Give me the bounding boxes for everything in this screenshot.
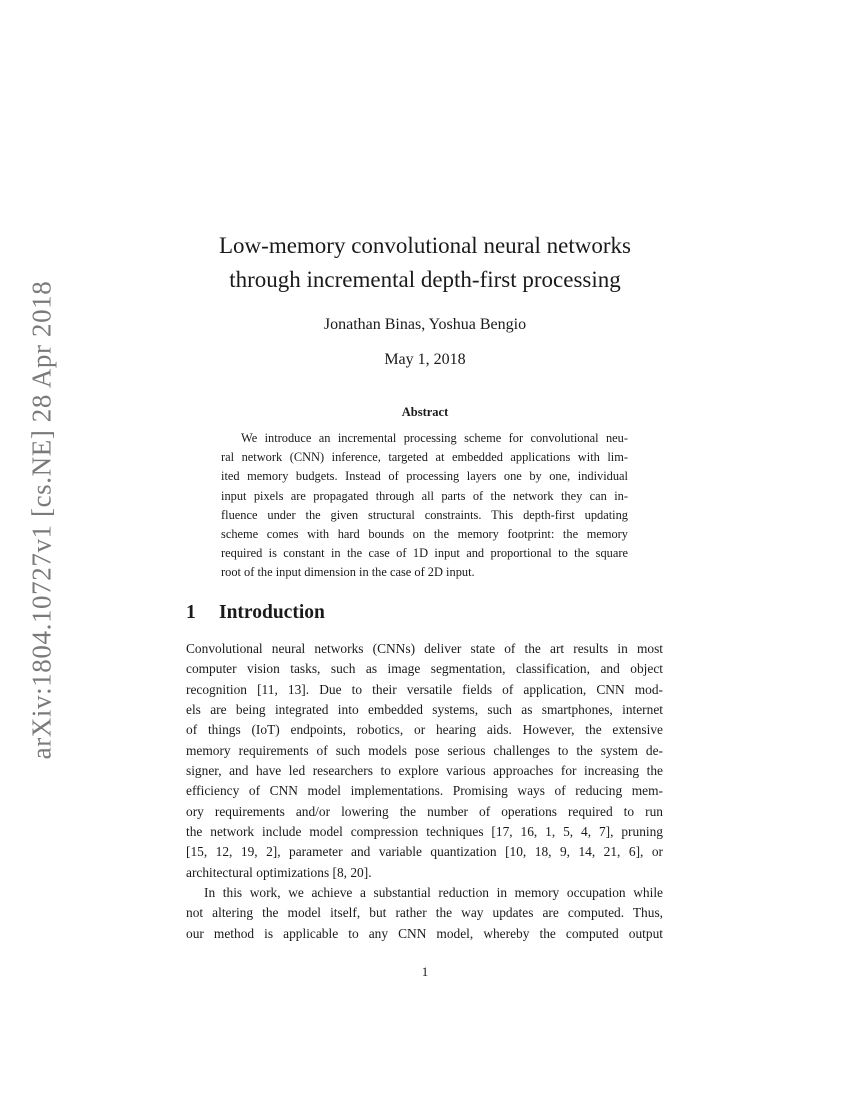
body-line: Convolutional neural networks (CNNs) deliver state of the art results in most bbox=[186, 641, 663, 656]
page-number: 1 bbox=[421, 964, 429, 979]
body-line: recognition [11, 13]. Due to their versatile fields of application, CNN mod- bbox=[186, 681, 663, 697]
abstract-line: root of the input dimension in the case of 2D input. bbox=[221, 565, 475, 580]
body-line: ory requirements and/or lowering the number of operations required to run bbox=[186, 803, 663, 819]
section-title: Introduction bbox=[219, 602, 325, 623]
body-line: els are being integrated into embedded systems, such as smartphones, internet bbox=[186, 702, 663, 718]
abstract-line: required is constant in the case of 1D input and proportional to the square bbox=[221, 546, 628, 561]
abstract-line: scheme comes with hard bounds on the memory footprint: the memory bbox=[221, 526, 628, 541]
abstract-line: fluence under the given structural constraints. This depth-first updating bbox=[221, 507, 628, 522]
section-number: 1 bbox=[186, 602, 196, 623]
section-heading-introduction bbox=[186, 602, 325, 624]
abstract-line: We introduce an incremental processing scheme for convolutional neu- bbox=[241, 431, 628, 445]
abstract-heading: Abstract bbox=[401, 405, 449, 419]
arxiv-identifier-stamp: arXiv:1804.10727v1 [cs.NE] 28 Apr 2018 bbox=[26, 280, 57, 760]
paper-authors: Jonathan Binas, Yoshua Bengio bbox=[323, 316, 527, 333]
body-line: efficiency of CNN model implementations. Promising ways of reducing mem- bbox=[186, 783, 663, 799]
body-line: architectural optimizations [8, 20]. bbox=[186, 864, 372, 880]
paper-date: May 1, 2018 bbox=[384, 351, 466, 368]
abstract-text bbox=[221, 429, 628, 583]
body-line: In this work, we achieve a substantial reduction in memory occupation while bbox=[204, 885, 663, 901]
body-line: signer, and have led researchers to explore various approaches for increasing the bbox=[186, 763, 663, 779]
body-line: not altering the model itself, but rather the way updates are computed. Thus, bbox=[186, 905, 663, 921]
introduction-body bbox=[186, 639, 663, 944]
abstract-line: ral network (CNN) inference, targeted at embedded applications with lim- bbox=[221, 450, 628, 465]
body-line: [15, 12, 19, 2], parameter and variable quantization [10, 18, 9, 14, 21, 6], or bbox=[186, 844, 663, 860]
abstract-line: ited memory budgets. Instead of processing layers one by one, individual bbox=[221, 469, 628, 484]
paper-title-line-1: Low-memory convolutional neural networks bbox=[219, 233, 631, 258]
body-line: our method is applicable to any CNN model, whereby the computed output bbox=[186, 925, 663, 941]
body-line: of things (IoT) endpoints, robotics, or hearing aids. However, the extensive bbox=[186, 722, 663, 738]
body-line: the network include model compression techniques [17, 16, 1, 5, 4, 7], pruning bbox=[186, 824, 663, 840]
paper-title-line-2: through incremental depth-first processing bbox=[229, 267, 621, 292]
body-line: computer vision tasks, such as image segmentation, classification, and object bbox=[186, 661, 663, 677]
body-line: memory requirements of such models pose serious challenges to the system de- bbox=[186, 742, 663, 758]
abstract-line: input pixels are propagated through all parts of the network they can in- bbox=[221, 488, 628, 503]
paper-title bbox=[0, 229, 850, 297]
